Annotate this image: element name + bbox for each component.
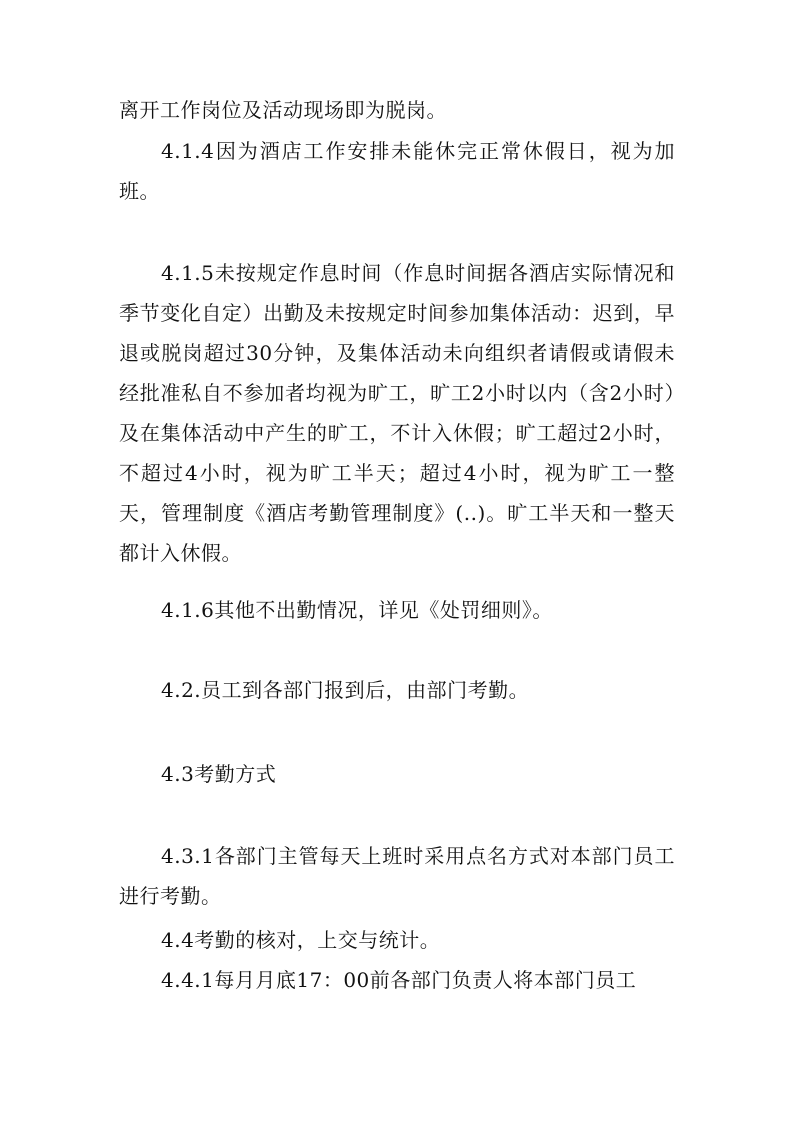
paragraph-4-4: 4.4考勤的核对，上交与统计。 xyxy=(161,928,441,952)
paragraph-4-4-1: 4.4.1每月月底17：00前各部门负责人将本部门员工 xyxy=(161,968,637,992)
paragraph-4-1-5: 4.1.5未按规定作息时间（作息时间据各酒店实际情况和季节变化自定）出勤及未按规定时间参加集体活动：迟到，早退或脱岗超过30分钟，及集体活动未向组织者请假或请假未经批准私自不参加者均视为旷工，旷工2小时以内（含2小时）及在集体活动中产生的旷工，不计入休假；旷工超过2小时，不超过4小时，视为旷工半天；超过4小时，视为旷工一整天，管理制度《酒店考勤管理制度》(..)。旷工半天和一整天都计入休假。 xyxy=(119,261,675,565)
paragraph-4-3-1: 4.3.1各部门主管每天上班时采用点名方式对本部门员工进行考勤。 xyxy=(119,844,675,908)
paragraph-4-2: 4.2.员工到各部门报到后，由部门考勤。 xyxy=(161,678,530,702)
paragraph-4-3: 4.3考勤方式 xyxy=(161,762,277,786)
paragraph-4-1-6: 4.1.6其他不出勤情况，详见《处罚细则》。 xyxy=(161,598,553,622)
paragraph-continuation: 离开工作岗位及活动现场即为脱岗。 xyxy=(119,98,447,122)
paragraph-4-1-4: 4.1.4因为酒店工作安排未能休完正常休假日，视为加班。 xyxy=(119,139,675,203)
